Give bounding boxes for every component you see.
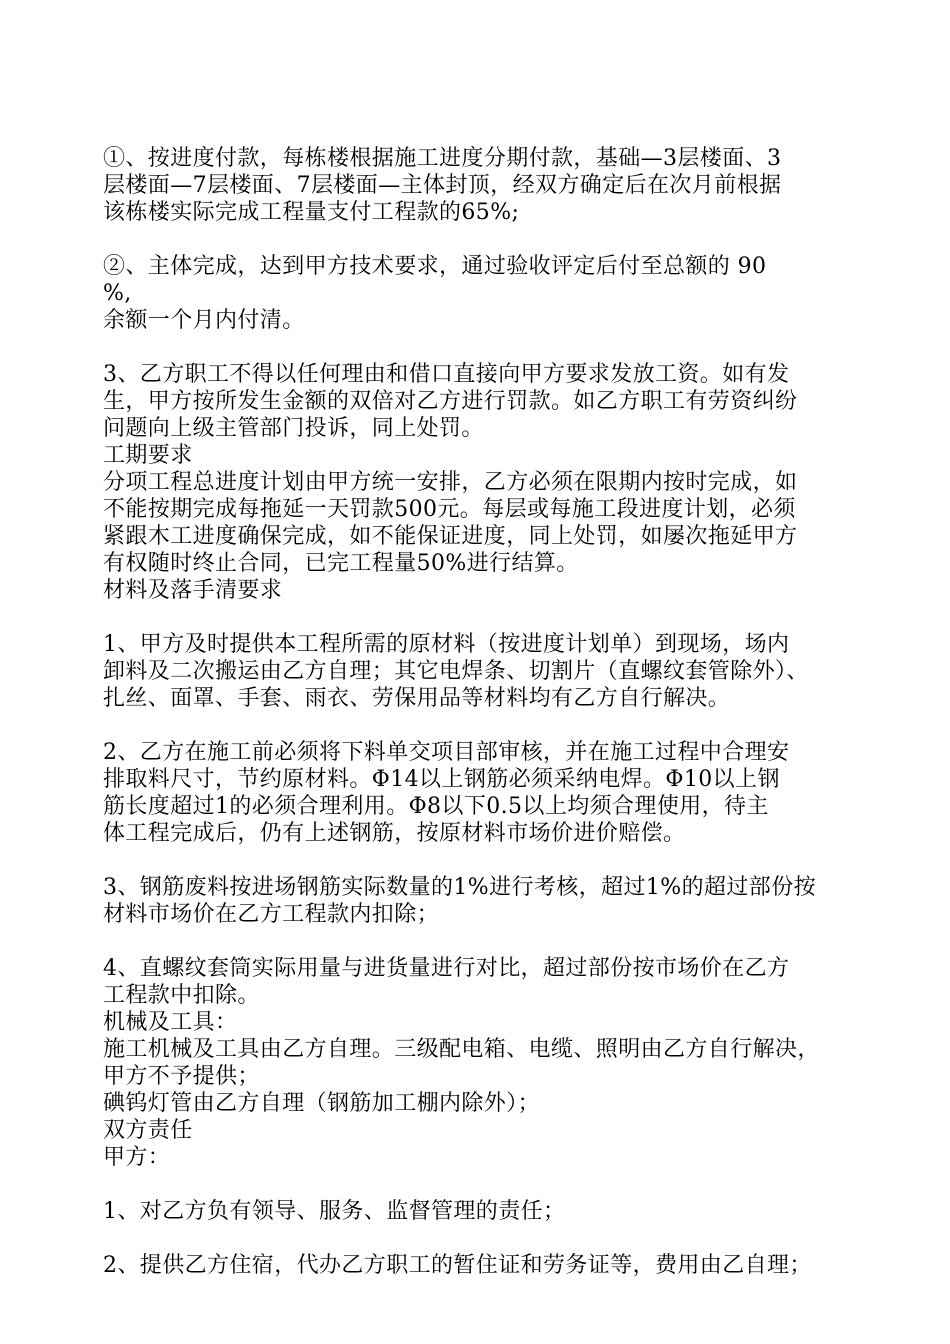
paragraph-payment-progress bbox=[103, 145, 863, 226]
text-line: 施工机械及工具由乙方自理。三级配电箱、电缆、照明由乙方自行解决， bbox=[103, 1037, 820, 1062]
text-line: 1、对乙方负有领导、服务、监督管理的责任； bbox=[103, 1199, 566, 1224]
paragraph-materials-2 bbox=[103, 739, 863, 847]
text-line: 甲方不予提供； bbox=[103, 1064, 260, 1089]
text-line: 卸料及二次搬运由乙方自理；其它电焊条、切割片（直螺纹套管除外）、 bbox=[103, 659, 809, 684]
text-line: 不能按期完成每拖延一天罚款500元。每层或每施工段进度计划，必须 bbox=[103, 497, 796, 522]
text-line: 3、钢筋废料按进场钢筋实际数量的1%进行考核，超过1%的超过部份按 bbox=[103, 875, 817, 900]
text-line: 材料市场价在乙方工程款内扣除； bbox=[103, 902, 440, 927]
text-line: 问题向上级主管部门投诉，同上处罚。 bbox=[103, 416, 484, 441]
text-line: 层楼面—7层楼面、7层楼面—主体封顶，经双方确定后在次月前根据 bbox=[103, 173, 782, 198]
text-line: %, bbox=[103, 281, 132, 306]
text-line: 工程款中扣除。 bbox=[103, 983, 260, 1008]
section-heading-machinery: 机械及工具： bbox=[103, 1010, 238, 1035]
section-heading-schedule: 工期要求 bbox=[103, 443, 193, 468]
text-line: 3、乙方职工不得以任何理由和借口直接向甲方要求发放工资。如有发 bbox=[103, 362, 790, 387]
paragraph-gap bbox=[103, 334, 863, 361]
paragraph-gap bbox=[103, 1171, 863, 1198]
paragraph-materials-3 bbox=[103, 874, 863, 928]
text-line: 有权随时终止合同，已完工程量50%进行结算。 bbox=[103, 551, 579, 576]
text-line: ①、按进度付款，每栋楼根据施工进度分期付款，基础—3层楼面、3 bbox=[103, 146, 782, 171]
section-heading-party-a: 甲方： bbox=[103, 1145, 171, 1170]
paragraph-gap bbox=[103, 604, 863, 631]
text-line: 碘钨灯管由乙方自理（钢筋加工棚内除外）； bbox=[103, 1091, 541, 1116]
text-line: 2、乙方在施工前必须将下料单交项目部审核，并在施工过程中合理安 bbox=[103, 740, 790, 765]
text-line: 紧跟木工进度确保完成，如不能保证进度，同上处罚，如屡次拖延甲方 bbox=[103, 524, 798, 549]
paragraph-gap bbox=[103, 226, 863, 253]
text-line: ②、主体完成，达到甲方技术要求，通过验收评定后付至总额的 90 bbox=[103, 254, 767, 279]
text-line: 1、甲方及时提供本工程所需的原材料（按进度计划单）到现场，场内 bbox=[103, 632, 790, 657]
text-line: 排取料尺寸，节约原材料。Φ14以上钢筋必须采纳电焊。Φ10以上钢 bbox=[103, 767, 780, 792]
paragraph-materials-4-machinery bbox=[103, 955, 863, 1171]
text-line: 2、提供乙方住宿，代办乙方职工的暂住证和劳务证等，费用由乙自理； bbox=[103, 1253, 812, 1278]
paragraph-materials-1 bbox=[103, 631, 863, 712]
paragraph-party-a-2 bbox=[103, 1252, 863, 1279]
section-heading-responsibilities: 双方责任 bbox=[103, 1118, 193, 1143]
paragraph-party-a-1 bbox=[103, 1198, 863, 1225]
paragraph-gap bbox=[103, 1225, 863, 1252]
paragraph-gap bbox=[103, 928, 863, 955]
paragraph-wages-schedule bbox=[103, 361, 863, 604]
paragraph-gap bbox=[103, 712, 863, 739]
text-line: 生，甲方按所发生金额的双倍对乙方进行罚款。如乙方职工有劳资纠纷 bbox=[103, 389, 798, 414]
text-line: 体工程完成后，仍有上述钢筋，按原材料市场价进价赔偿。 bbox=[103, 821, 686, 846]
text-line: 余额一个月内付清。 bbox=[103, 308, 305, 333]
paragraph-gap bbox=[103, 847, 863, 874]
text-line: 筋长度超过1的必须合理利用。Φ8以下0.5以上均须合理使用，待主 bbox=[103, 794, 769, 819]
text-line: 该栋楼实际完成工程量支付工程款的65%; bbox=[103, 200, 520, 225]
section-heading-materials: 材料及落手清要求 bbox=[103, 578, 283, 603]
text-line: 分项工程总进度计划由甲方统一安排，乙方必须在限期内按时完成，如 bbox=[103, 470, 798, 495]
paragraph-payment-completion bbox=[103, 253, 863, 334]
document-body bbox=[103, 145, 863, 1279]
text-line: 扎丝、面罩、手套、雨衣、劳保用品等材料均有乙方自行解决。 bbox=[103, 686, 731, 711]
text-line: 4、直螺纹套筒实际用量与进货量进行对比，超过部份按市场价在乙方 bbox=[103, 956, 790, 981]
